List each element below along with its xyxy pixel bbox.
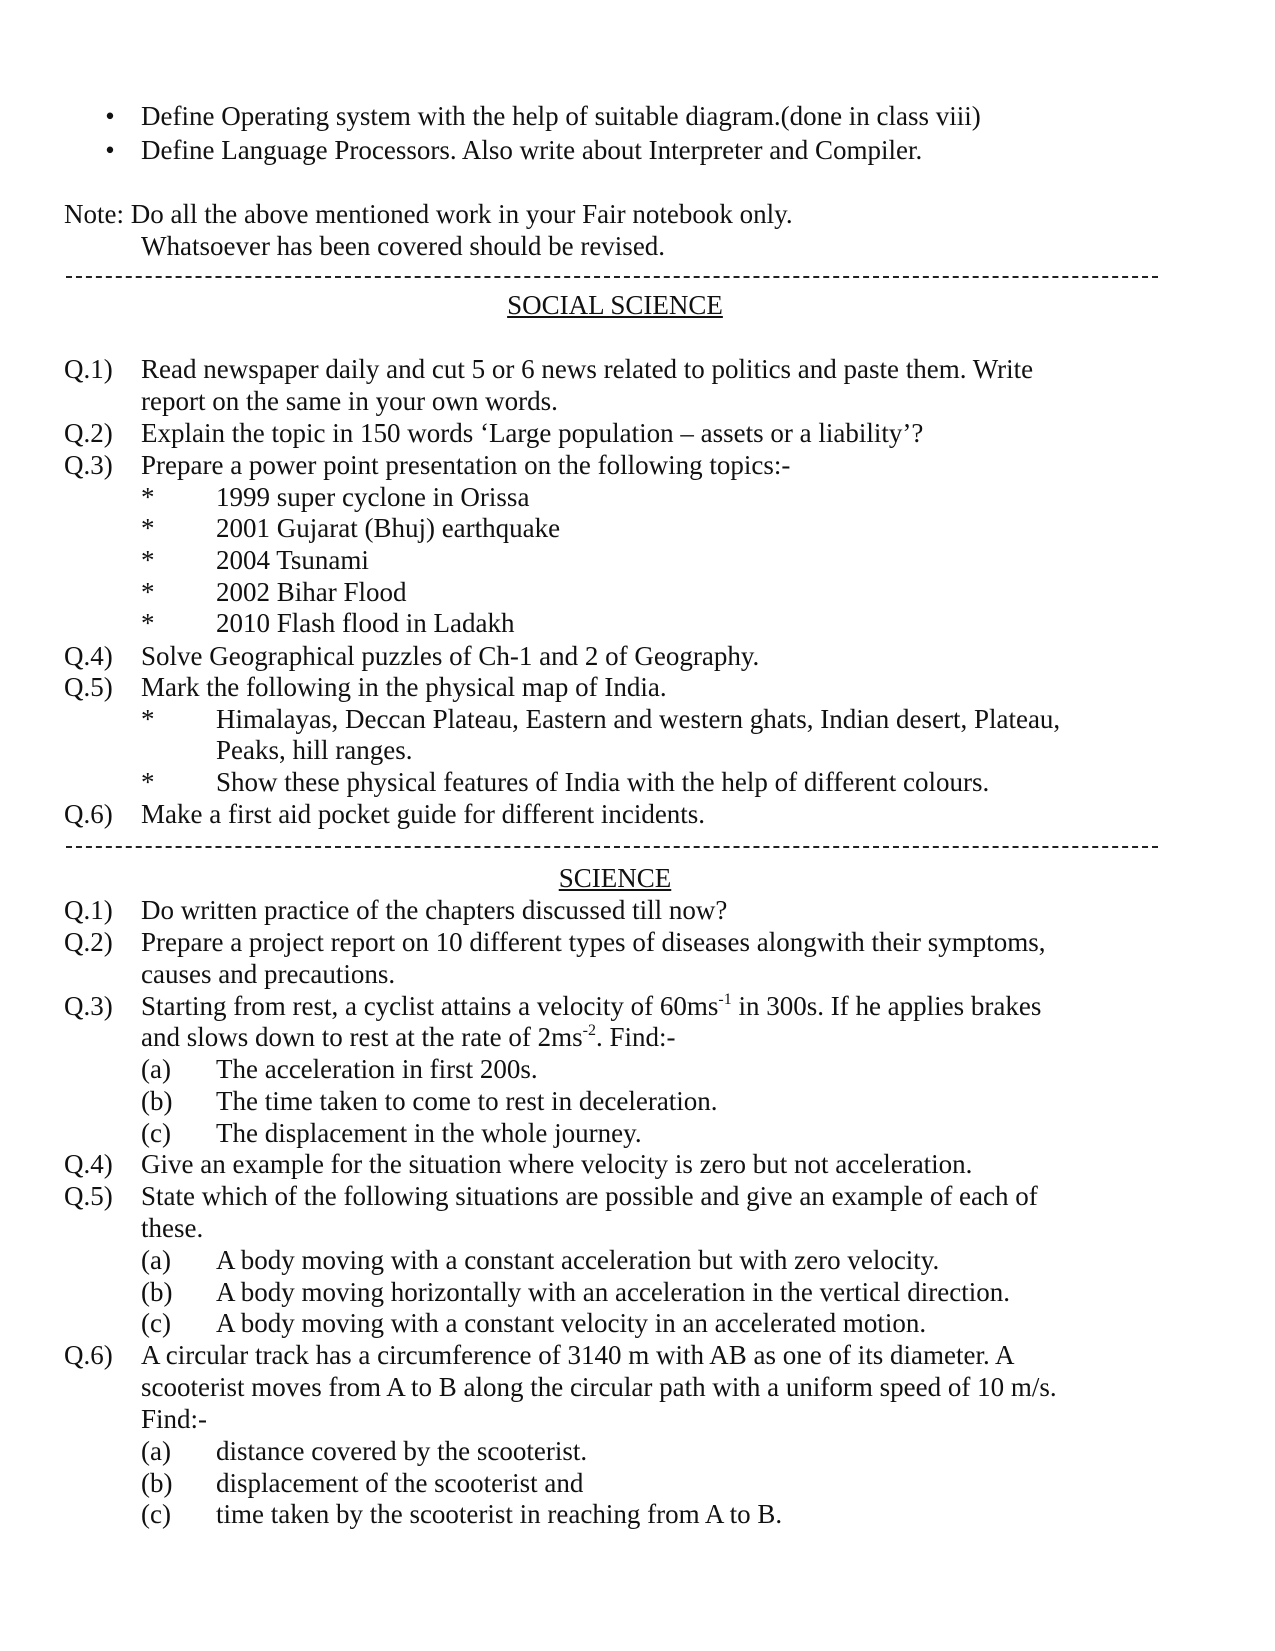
question-text-part: and slows down to rest at the rate of 2ms: [141, 1022, 583, 1052]
asterisk-marker: *: [141, 767, 155, 797]
part-text: The displacement in the whole journey.: [216, 1118, 642, 1148]
question-text: Prepare a project report on 10 different types of diseases alongwith their symptoms,: [141, 927, 1046, 957]
question-text: Find:-: [141, 1404, 208, 1434]
section-heading-science: SCIENCE: [558, 863, 672, 893]
question-text-part: Starting from rest, a cyclist attains a velocity of 60ms: [141, 991, 719, 1021]
part-label: (a): [141, 1245, 171, 1275]
question-label: Q.1): [64, 895, 113, 925]
part-text: A body moving with a constant acceleration but with zero velocity.: [216, 1245, 940, 1275]
superscript: -2: [582, 1022, 596, 1039]
question-text: Read newspaper daily and cut 5 or 6 news related to politics and paste them. Write: [141, 354, 1034, 384]
question-label: Q.5): [64, 672, 113, 702]
map-item: Show these physical features of India with the help of different colours.: [216, 767, 990, 797]
asterisk-marker: *: [141, 577, 155, 607]
asterisk-marker: *: [141, 482, 155, 512]
question-label: Q.2): [64, 418, 113, 448]
question-text: State which of the following situations are possible and give an example of each of: [141, 1181, 1038, 1211]
bullet-item: Define Operating system with the help of suitable diagram.(done in class viii): [141, 101, 981, 131]
topic-item: 2002 Bihar Flood: [216, 577, 407, 607]
part-text: The acceleration in first 200s.: [216, 1054, 538, 1084]
question-text: Give an example for the situation where velocity is zero but not acceleration.: [141, 1149, 973, 1179]
question-text: Do written practice of the chapters discussed till now?: [141, 895, 728, 925]
asterisk-marker: *: [141, 513, 155, 543]
question-label: Q.5): [64, 1181, 113, 1211]
part-text: time taken by the scooterist in reaching from A to B.: [216, 1499, 783, 1529]
question-text: Solve Geographical puzzles of Ch-1 and 2 of Geography.: [141, 641, 760, 671]
part-label: (b): [141, 1468, 173, 1498]
asterisk-marker: *: [141, 704, 155, 734]
question-text: Prepare a power point presentation on the following topics:-: [141, 450, 791, 480]
asterisk-marker: *: [141, 608, 155, 638]
question-label: Q.3): [64, 450, 113, 480]
note-line: Whatsoever has been covered should be revised.: [141, 231, 666, 261]
question-label: Q.6): [64, 1340, 113, 1370]
question-label: Q.2): [64, 927, 113, 957]
bullet-item: Define Language Processors. Also write about Interpreter and Compiler.: [141, 135, 923, 165]
bullet-dot-icon: •: [105, 135, 115, 165]
part-label: (c): [141, 1308, 171, 1338]
question-text: Make a first aid pocket guide for different incidents.: [141, 799, 706, 829]
question-label: Q.6): [64, 799, 113, 829]
question-text: causes and precautions.: [141, 959, 396, 989]
part-label: (a): [141, 1436, 171, 1466]
question-label: Q.3): [64, 991, 113, 1021]
part-label: (b): [141, 1277, 173, 1307]
topic-item: 2010 Flash flood in Ladakh: [216, 608, 515, 638]
topic-item: 2004 Tsunami: [216, 545, 369, 575]
topic-item: 2001 Gujarat (Bhuj) earthquake: [216, 513, 561, 543]
question-text: Explain the topic in 150 words ‘Large population – assets or a liability’?: [141, 418, 924, 448]
part-text: A body moving horizontally with an acceleration in the vertical direction.: [216, 1277, 1011, 1307]
section-divider: [66, 846, 1158, 848]
part-label: (b): [141, 1086, 173, 1116]
map-item: Peaks, hill ranges.: [216, 735, 413, 765]
part-text: The time taken to come to rest in deceleration.: [216, 1086, 718, 1116]
question-text: Mark the following in the physical map of India.: [141, 672, 667, 702]
question-text: A circular track has a circumference of 3140 m with AB as one of its diameter. A: [141, 1340, 1015, 1370]
question-text: [141, 990, 1041, 1023]
question-text: scooterist moves from A to B along the circular path with a uniform speed of 10 m/s.: [141, 1372, 1057, 1402]
question-text-part: . Find:-: [596, 1022, 676, 1052]
question-label: Q.4): [64, 1149, 113, 1179]
map-item: Himalayas, Deccan Plateau, Eastern and western ghats, Indian desert, Plateau,: [216, 704, 1061, 734]
bullet-dot-icon: •: [105, 101, 115, 131]
question-text: [141, 1021, 676, 1054]
part-label: (a): [141, 1054, 171, 1084]
topic-item: 1999 super cyclone in Orissa: [216, 482, 530, 512]
question-text: report on the same in your own words.: [141, 386, 558, 416]
question-text: these.: [141, 1213, 204, 1243]
question-text-part: in 300s. If he applies brakes: [731, 991, 1042, 1021]
superscript: -1: [718, 991, 732, 1008]
part-text: displacement of the scooterist and: [216, 1468, 584, 1498]
note-line: Note: Do all the above mentioned work in your Fair notebook only.: [64, 199, 793, 229]
part-label: (c): [141, 1499, 171, 1529]
asterisk-marker: *: [141, 545, 155, 575]
question-label: Q.4): [64, 641, 113, 671]
part-label: (c): [141, 1118, 171, 1148]
part-text: distance covered by the scooterist.: [216, 1436, 588, 1466]
section-divider: [66, 276, 1158, 278]
question-label: Q.1): [64, 354, 113, 384]
section-heading-social-science: SOCIAL SCIENCE: [507, 290, 723, 320]
part-text: A body moving with a constant velocity in an accelerated motion.: [216, 1308, 927, 1338]
